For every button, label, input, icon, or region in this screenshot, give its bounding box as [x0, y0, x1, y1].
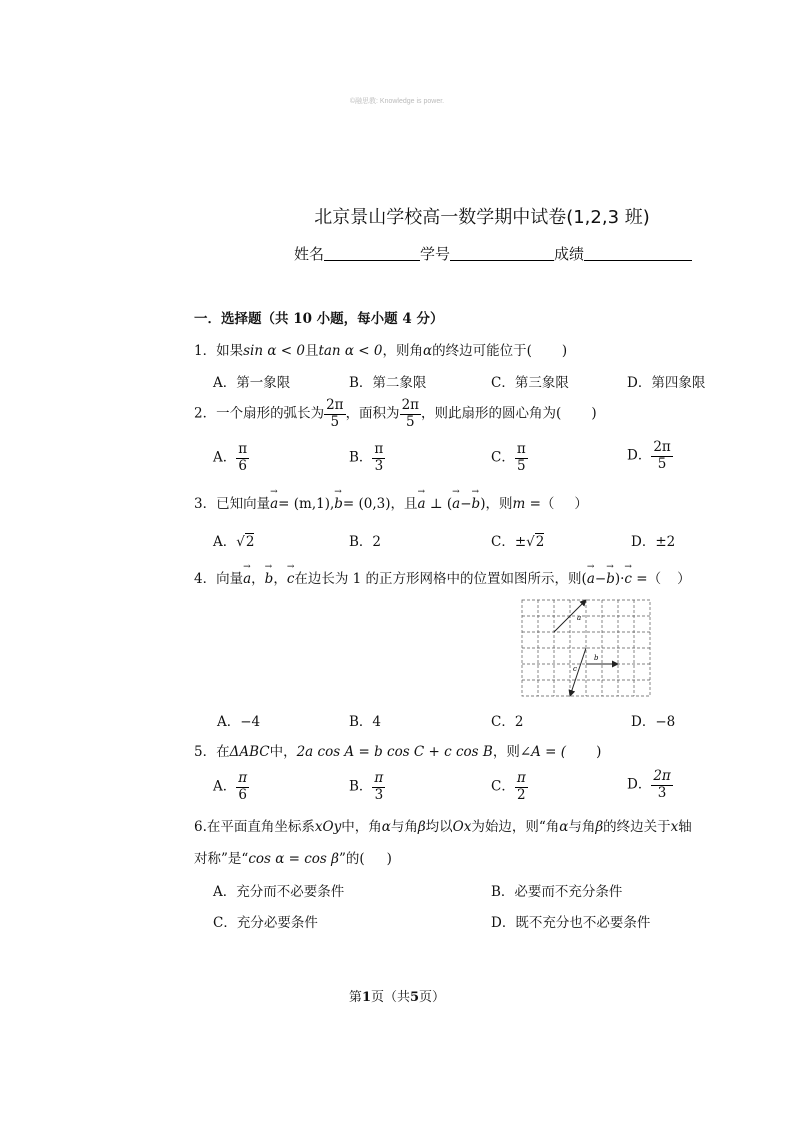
q1-cond1: sin α < 0 — [243, 343, 305, 359]
q6-condition: cos α = cos β — [248, 851, 339, 867]
q4-option-d[interactable]: D．−8 — [631, 714, 676, 730]
question-6-line-1: 6.在平面直角坐标系xOy中，角α与角β均以Ox为始边，则“角α与角β的终边关于x轴 — [194, 819, 692, 835]
q2-option-a[interactable]: A． $\frac{\pi}{6}$ — [213, 441, 248, 474]
vector-grid-figure — [521, 599, 653, 699]
page-footer: 第1页（共5页） — [348, 990, 446, 1005]
q2-arc-fraction: $\frac{2\pi}{5}$ — [326, 397, 344, 430]
q1-text: 且 — [304, 343, 319, 359]
q3-eq: =（ — [529, 496, 555, 512]
q1-cond2: tan α < 0 — [318, 343, 383, 359]
q1-number: 1． — [194, 343, 217, 359]
q5-angle: ∠A = ( — [519, 744, 567, 760]
name-label: 姓名 — [294, 245, 325, 263]
q5-option-a[interactable]: A． $\frac{\pi}{6}$ — [213, 770, 248, 803]
question-5: 5．在ΔABC中，2a cos A = b cos C + c cos B，则∠A = ( ) — [194, 744, 602, 760]
q3-close: ） — [574, 496, 588, 512]
score-field[interactable] — [584, 246, 692, 261]
question-4: 4．向量→ a，→ b，→ c在边长为 1 的正方形网格中的位置如图所示，则(→ a−→ b)·→ c =（ ） — [194, 567, 691, 587]
q3-given2: = (0,3) — [342, 496, 391, 512]
q4-number: 4． — [194, 571, 217, 587]
q2-number: 2． — [194, 405, 217, 422]
vector-b-label: b — [594, 654, 599, 662]
question-2 — [194, 398, 597, 430]
q3-option-b[interactable]: B．2 — [349, 534, 382, 550]
q5-close: ) — [596, 744, 602, 760]
q6-option-c[interactable]: C．充分必要条件 — [213, 915, 318, 931]
q5-condition: 2a cos A = b cos C + c cos B — [296, 744, 493, 760]
q1-close: ) — [561, 343, 568, 359]
q6-number: 6. — [194, 819, 207, 835]
q3-given: = (m,1), — [278, 496, 335, 512]
q1-alpha: α — [423, 343, 433, 359]
q4-option-a[interactable]: A．−4 — [217, 714, 261, 730]
id-field[interactable] — [450, 246, 554, 261]
page-total: 5 — [410, 990, 420, 1005]
q4-option-b[interactable]: B．4 — [349, 714, 382, 730]
q2-option-c[interactable]: C． $\frac{\pi}{5}$ — [491, 441, 526, 474]
q5-option-d[interactable]: D． $\frac{2\pi}{3}$ — [627, 768, 671, 801]
q6-option-b[interactable]: B．必要而不充分条件 — [491, 884, 623, 900]
vector-c-label: c — [573, 665, 577, 673]
q6-close: ) — [386, 851, 392, 867]
name-field[interactable] — [324, 246, 420, 261]
q3-number: 3． — [194, 496, 217, 512]
q2-text: ，面积为 — [345, 405, 400, 422]
q4-text: 向量 — [216, 571, 244, 587]
q2-close: ) — [591, 405, 597, 422]
vector-a-label: a — [577, 614, 582, 622]
q5-triangle: ΔABC — [229, 744, 270, 760]
q5-option-b[interactable]: B． $\frac{\pi}{3}$ — [349, 770, 384, 803]
q3-option-c[interactable]: C．±√2 — [491, 534, 545, 550]
q4-eq: =（ — [636, 571, 662, 587]
q4-option-c[interactable]: C．2 — [491, 714, 524, 730]
q1-option-a[interactable]: A．第一象限 — [213, 375, 291, 391]
q2-text: ，则此扇形的圆心角为( — [421, 405, 562, 422]
q2-area-fraction: $\frac{2\pi}{5}$ — [401, 397, 420, 430]
page-number: 1 — [361, 990, 371, 1005]
id-label: 学号 — [420, 245, 451, 263]
q3-text: ，则 — [485, 496, 513, 512]
vector-a: → a — [270, 496, 278, 512]
q1-text: ，则角 — [382, 343, 423, 359]
q4-text: 在边长为 1 的正方形网格中的位置如图所示，则 — [294, 571, 582, 587]
watermark: ©融思教: Knowledge is power. — [349, 98, 445, 105]
q3-option-a[interactable]: A．√2 — [213, 534, 255, 550]
q1-option-d[interactable]: D．第四象限 — [627, 375, 706, 391]
q6-option-d[interactable]: D．既不充分也不必要条件 — [491, 915, 651, 931]
question-3: 3．已知向量→ a= (m,1),→ b= (0,3)，且→ a ⊥ (→ a−→ b)，则m =（ ） — [194, 492, 588, 512]
section-heading: 一．选择题（共 10 小题，每小题 4 分） — [194, 311, 444, 327]
q6-option-a[interactable]: A．充分而不必要条件 — [213, 884, 345, 900]
perp-symbol: ⊥ — [429, 496, 443, 512]
q5-option-c[interactable]: C． $\frac{\pi}{2}$ — [491, 770, 526, 803]
q1-text: 的终边可能位于( — [432, 343, 532, 359]
q5-number: 5． — [194, 744, 217, 760]
q4-close: ） — [677, 571, 691, 587]
q1-option-c[interactable]: C．第三象限 — [491, 375, 569, 391]
question-6-line-2: 对称”是“cos α = cos β”的( ) — [194, 851, 392, 867]
q2-text: 一个扇形的弧长为 — [216, 405, 325, 422]
exam-title: 北京景山学校高一数学期中试卷(1,2,3 班) — [314, 207, 650, 228]
q2-option-d[interactable]: D． $\frac{2\pi}{5}$ — [627, 439, 671, 472]
q3-m: m — [512, 496, 526, 512]
q3-option-d[interactable]: D．±2 — [631, 534, 676, 550]
vector-b: → b — [334, 496, 343, 512]
q2-option-b[interactable]: B． $\frac{\pi}{3}$ — [349, 441, 384, 474]
q3-text: 已知向量 — [216, 496, 271, 512]
q3-text: ，且 — [390, 496, 418, 512]
q1-option-b[interactable]: B．第二象限 — [349, 375, 427, 391]
student-info-line — [294, 243, 692, 264]
q1-text: 如果 — [216, 343, 244, 359]
score-label: 成绩 — [554, 245, 585, 263]
question-1 — [194, 339, 567, 359]
